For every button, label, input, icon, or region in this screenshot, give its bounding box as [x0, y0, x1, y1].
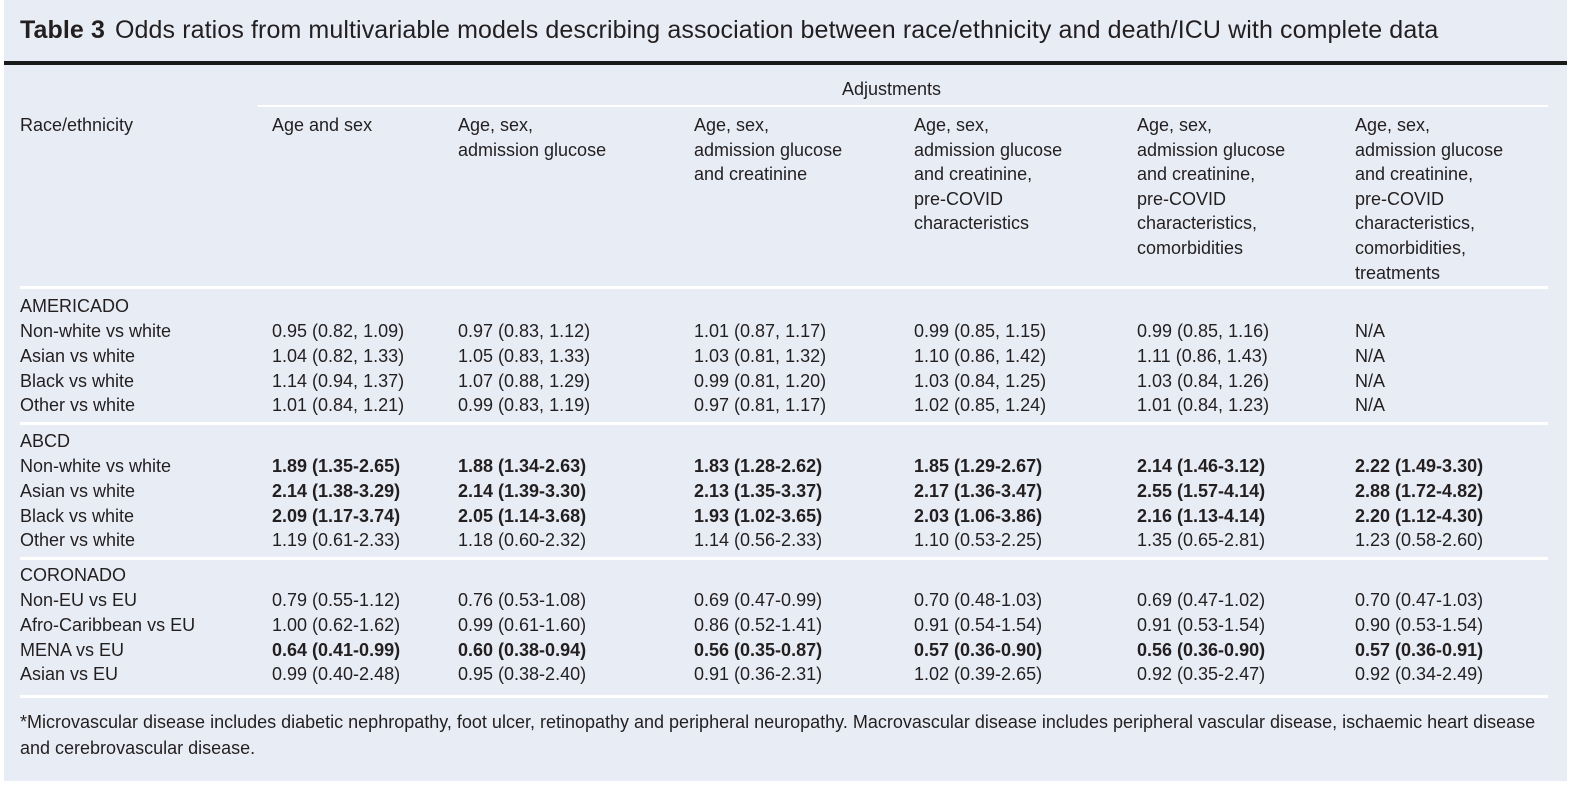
odds-ratio-cell: 0.57 (0.36-0.91): [1355, 639, 1484, 660]
odds-ratio-cell: 0.97 (0.83, 1.12): [458, 320, 591, 341]
odds-ratio-cell: 1.85 (1.29-2.67): [914, 455, 1043, 476]
column-header-line: Age, sex,: [1355, 115, 1431, 135]
column-header-line: pre-COVID: [914, 188, 1004, 209]
odds-ratio-cell: 2.16 (1.13-4.14): [1137, 505, 1266, 526]
column-header-line: Age, sex,: [694, 115, 770, 135]
column-header-5: [1137, 113, 1285, 261]
table-row: [4, 346, 1567, 370]
odds-ratio-cell: 2.09 (1.17-3.74): [272, 505, 401, 526]
odds-ratio-cell: 1.10 (0.53-2.25): [914, 530, 1043, 551]
odds-ratio-cell: N/A: [1355, 320, 1386, 341]
odds-ratio-cell: 1.89 (1.35-2.65): [272, 455, 401, 476]
column-header-line: comorbidities: [1137, 237, 1244, 258]
odds-ratio-cell: 0.64 (0.41-0.99): [272, 639, 401, 660]
odds-ratio-cell: 0.57 (0.36-0.90): [914, 639, 1043, 660]
column-header-line: pre-COVID: [1355, 188, 1445, 209]
row-label: Asian vs white: [20, 345, 136, 366]
odds-ratio-cell: 0.92 (0.34-2.49): [1355, 664, 1484, 685]
odds-ratio-cell: 0.99 (0.85, 1.15): [914, 320, 1047, 341]
column-header-2: [458, 113, 606, 162]
column-header-line: and creatinine: [694, 164, 808, 185]
odds-ratio-cell: 1.02 (0.85, 1.24): [914, 395, 1047, 416]
row-label: Non-white vs white: [20, 320, 172, 341]
odds-ratio-cell: 1.83 (1.28-2.62): [694, 455, 823, 476]
column-header-line: characteristics,: [1355, 213, 1476, 234]
odds-ratio-cell: 2.03 (1.06-3.86): [914, 505, 1043, 526]
column-header-4: [914, 113, 1062, 236]
row-label: Non-white vs white: [20, 455, 172, 476]
column-header-line: pre-COVID: [1137, 188, 1227, 209]
column-header-line: Age, sex,: [914, 115, 990, 135]
section-title: CORONADO: [20, 565, 127, 585]
adjustments-underline: [258, 105, 1548, 107]
odds-ratio-cell: 2.14 (1.46-3.12): [1137, 455, 1266, 476]
table-row: [4, 615, 1567, 639]
column-header-line: comorbidities,: [1355, 237, 1467, 258]
column-header-line: admission glucose: [1137, 139, 1286, 160]
odds-ratio-cell: 1.19 (0.61-2.33): [272, 530, 401, 551]
row-label: MENA vs EU: [20, 639, 125, 660]
section-divider: [20, 695, 1548, 698]
column-header-line: treatments: [1355, 262, 1441, 283]
column-header-line: characteristics: [914, 213, 1030, 234]
table-title: [20, 16, 1438, 45]
table-number: Table 3: [20, 16, 105, 44]
odds-ratio-cell: N/A: [1355, 395, 1386, 416]
odds-ratio-cell: 1.23 (0.58-2.60): [1355, 530, 1484, 551]
column-header-line: admission glucose: [1355, 139, 1504, 160]
odds-ratio-cell: 0.56 (0.35-0.87): [694, 639, 823, 660]
odds-ratio-cell: 1.93 (1.02-3.65): [694, 505, 823, 526]
section-title-row: [4, 296, 1567, 320]
column-header-line: admission glucose: [694, 139, 843, 160]
odds-ratio-cell: 0.99 (0.40-2.48): [272, 664, 401, 685]
table-row: [4, 664, 1567, 688]
table-row: [4, 640, 1567, 664]
row-label: Asian vs EU: [20, 664, 119, 685]
section-divider: [20, 557, 1548, 560]
odds-ratio-cell: 1.01 (0.84, 1.23): [1137, 395, 1270, 416]
column-header-line: characteristics,: [1137, 213, 1258, 234]
odds-ratio-cell: 1.10 (0.86, 1.42): [914, 345, 1047, 366]
section-title-row: [4, 565, 1567, 589]
odds-ratio-cell: 0.91 (0.54-1.54): [914, 614, 1043, 635]
row-label: Non-EU vs EU: [20, 589, 138, 610]
odds-ratio-cell: 0.99 (0.85, 1.16): [1137, 320, 1270, 341]
footnote: *Microvascular disease includes diabetic nephropathy, foot ulcer, retinopathy and peripheral neuropathy. Macrovascular disease includes peripheral vascular disease, ischaemic heart disease and cerebrovascular disease.: [20, 712, 1536, 758]
column-header-6: [1355, 113, 1503, 285]
column-header-line: and creatinine,: [914, 164, 1033, 185]
odds-ratio-cell: 1.03 (0.81, 1.32): [694, 345, 827, 366]
row-label: Other vs white: [20, 395, 136, 416]
odds-ratio-cell: 1.18 (0.60-2.32): [458, 530, 587, 551]
odds-ratio-cell: 1.02 (0.39-2.65): [914, 664, 1043, 685]
odds-ratio-cell: 0.97 (0.81, 1.17): [694, 395, 827, 416]
table-row: [4, 590, 1567, 614]
odds-ratio-cell: 0.99 (0.61-1.60): [458, 614, 587, 635]
odds-ratio-cell: 0.95 (0.38-2.40): [458, 664, 587, 685]
odds-ratio-cell: 2.14 (1.39-3.30): [458, 480, 587, 501]
odds-ratio-cell: 0.69 (0.47-0.99): [694, 589, 823, 610]
table-body: [4, 65, 1567, 781]
column-header-line: Age, sex,: [458, 115, 534, 135]
adjustments-header: Adjustments: [842, 79, 942, 99]
odds-ratio-cell: 0.99 (0.83, 1.19): [458, 395, 591, 416]
odds-ratio-cell: 2.13 (1.35-3.37): [694, 480, 823, 501]
odds-ratio-cell: 1.03 (0.84, 1.25): [914, 370, 1047, 391]
odds-ratio-cell: 0.79 (0.55-1.12): [272, 589, 401, 610]
row-label: Black vs white: [20, 370, 135, 391]
column-header-3: [694, 113, 842, 187]
table-row: [4, 456, 1567, 480]
table-figure: [4, 0, 1567, 781]
odds-ratio-cell: 2.17 (1.36-3.47): [914, 480, 1043, 501]
odds-ratio-cell: N/A: [1355, 345, 1386, 366]
odds-ratio-cell: 1.00 (0.62-1.62): [272, 614, 401, 635]
odds-ratio-cell: 1.35 (0.65-2.81): [1137, 530, 1266, 551]
odds-ratio-cell: 2.55 (1.57-4.14): [1137, 480, 1266, 501]
table-row: [4, 321, 1567, 345]
odds-ratio-cell: 1.05 (0.83, 1.33): [458, 345, 591, 366]
odds-ratio-cell: 1.14 (0.56-2.33): [694, 530, 823, 551]
odds-ratio-cell: 2.14 (1.38-3.29): [272, 480, 401, 501]
odds-ratio-cell: 1.07 (0.88, 1.29): [458, 370, 591, 391]
odds-ratio-cell: 0.70 (0.48-1.03): [914, 589, 1043, 610]
race-ethnicity-header: Race/ethnicity: [20, 115, 134, 135]
table-caption: Odds ratios from multivariable models describing association between race/ethnicity and death/ICU with complete data: [115, 16, 1439, 44]
odds-ratio-cell: 0.91 (0.36-2.31): [694, 664, 823, 685]
odds-ratio-cell: 0.76 (0.53-1.08): [458, 589, 587, 610]
odds-ratio-cell: 0.91 (0.53-1.54): [1137, 614, 1266, 635]
section-divider: [20, 286, 1548, 289]
column-header-1: [272, 113, 372, 138]
section-divider: [20, 422, 1548, 425]
column-header-line: and creatinine,: [1355, 164, 1474, 185]
table-row: [4, 395, 1567, 419]
table-row: [4, 481, 1567, 505]
odds-ratio-cell: 1.88 (1.34-2.63): [458, 455, 587, 476]
odds-ratio-cell: 1.01 (0.87, 1.17): [694, 320, 827, 341]
odds-ratio-cell: 1.03 (0.84, 1.26): [1137, 370, 1270, 391]
table-row: [4, 506, 1567, 530]
odds-ratio-cell: 0.92 (0.35-2.47): [1137, 664, 1266, 685]
row-label: Asian vs white: [20, 480, 136, 501]
row-label: Other vs white: [20, 530, 136, 551]
column-header-line: admission glucose: [914, 139, 1063, 160]
table-row: [4, 371, 1567, 395]
section-title: AMERICADO: [20, 296, 130, 316]
odds-ratio-cell: 0.95 (0.82, 1.09): [272, 320, 405, 341]
odds-ratio-cell: 0.69 (0.47-1.02): [1137, 589, 1266, 610]
odds-ratio-cell: 2.05 (1.14-3.68): [458, 505, 587, 526]
column-header-line: Age and sex: [272, 115, 373, 135]
column-header-line: Age, sex,: [1137, 115, 1213, 135]
odds-ratio-cell: 0.60 (0.38-0.94): [458, 639, 587, 660]
odds-ratio-cell: 1.11 (0.86, 1.43): [1137, 345, 1268, 366]
odds-ratio-cell: 0.99 (0.81, 1.20): [694, 370, 827, 391]
odds-ratio-cell: 0.56 (0.36-0.90): [1137, 639, 1266, 660]
odds-ratio-cell: 0.70 (0.47-1.03): [1355, 589, 1484, 610]
column-header-line: admission glucose: [458, 139, 607, 160]
odds-ratio-cell: 1.01 (0.84, 1.21): [272, 395, 405, 416]
section-title-row: [4, 431, 1567, 455]
odds-ratio-cell: 0.86 (0.52-1.41): [694, 614, 823, 635]
title-bar: [4, 0, 1567, 61]
odds-ratio-cell: N/A: [1355, 370, 1386, 391]
column-header-line: and creatinine,: [1137, 164, 1256, 185]
odds-ratio-cell: 0.90 (0.53-1.54): [1355, 614, 1484, 635]
odds-ratio-cell: 2.22 (1.49-3.30): [1355, 455, 1484, 476]
odds-ratio-cell: 1.14 (0.94, 1.37): [272, 370, 405, 391]
row-label: Afro-Caribbean vs EU: [20, 614, 196, 635]
row-label: Black vs white: [20, 505, 135, 526]
section-title: ABCD: [20, 431, 71, 451]
odds-ratio-cell: 2.88 (1.72-4.82): [1355, 480, 1484, 501]
odds-ratio-cell: 2.20 (1.12-4.30): [1355, 505, 1484, 526]
odds-ratio-cell: 1.04 (0.82, 1.33): [272, 345, 405, 366]
table-row: [4, 530, 1567, 554]
